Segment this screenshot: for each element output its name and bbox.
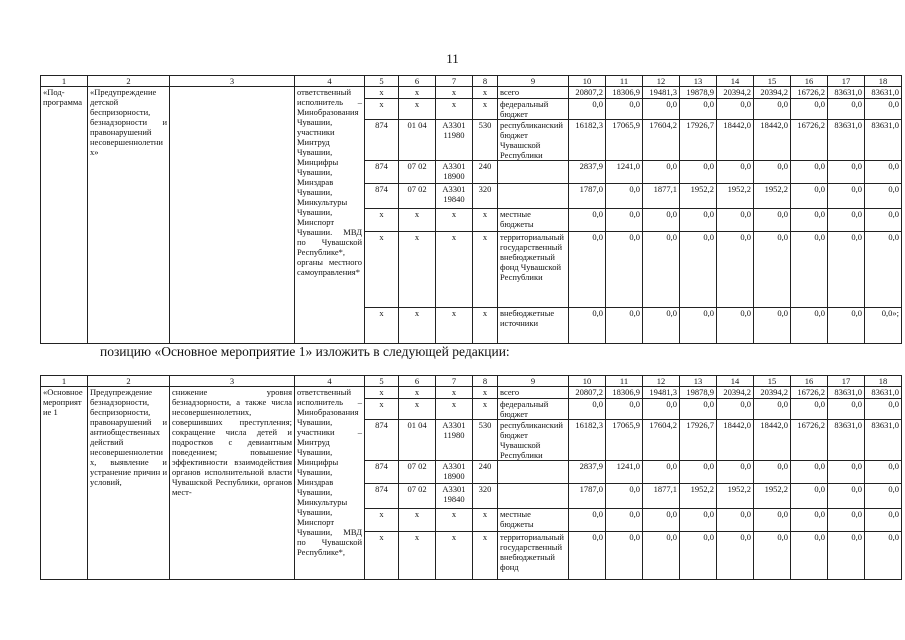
cell-c9: территориальный государственный внебюджетный фонд Чувашской Республики	[498, 232, 569, 308]
amount-cell: 0,0	[717, 308, 754, 344]
amount-cell: 0,0	[791, 509, 828, 532]
cell-c6: 07 02	[399, 161, 436, 184]
column-number: 7	[436, 376, 473, 387]
cell-c6: x	[399, 209, 436, 232]
amount-cell: 18442,0	[717, 120, 754, 161]
amount-cell: 0,0	[791, 399, 828, 420]
column-number: 15	[754, 376, 791, 387]
amount-cell: 0,0	[717, 232, 754, 308]
budget-table-subprogram	[40, 75, 902, 344]
amount-cell: 0,0	[569, 399, 606, 420]
amount-cell: 83631,0	[865, 87, 902, 99]
cell-c8: x	[473, 308, 498, 344]
column-number: 10	[569, 376, 606, 387]
amount-cell: 0,0	[569, 308, 606, 344]
amount-cell: 0,0	[754, 209, 791, 232]
column-number: 7	[436, 76, 473, 87]
cell-c7: x	[436, 232, 473, 308]
amount-cell: 0,0	[828, 484, 865, 509]
amount-cell: 0,0	[569, 99, 606, 120]
amount-cell: 0,0	[754, 532, 791, 580]
cell-c9: местные бюджеты	[498, 509, 569, 532]
cell-c9: территориальный государственный внебюджетный фонд	[498, 532, 569, 580]
amount-cell: 0,0	[828, 399, 865, 420]
cell-c5: x	[365, 232, 399, 308]
column-number: 14	[717, 376, 754, 387]
amount-cell: 0,0	[606, 308, 643, 344]
amount-cell: 1241,0	[606, 461, 643, 484]
amount-cell: 0,0	[828, 99, 865, 120]
column-number: 14	[717, 76, 754, 87]
cell-c5: x	[365, 99, 399, 120]
amount-cell: 0,0	[754, 399, 791, 420]
cell-c8: 530	[473, 420, 498, 461]
cell-c7: А3301 11980	[436, 420, 473, 461]
column-number: 10	[569, 76, 606, 87]
cell-c6: x	[399, 509, 436, 532]
column-number: 18	[865, 76, 902, 87]
table-row	[41, 87, 902, 99]
amount-cell: 0,0	[606, 99, 643, 120]
amount-cell: 0,0	[606, 232, 643, 308]
amount-cell: 0,0	[828, 209, 865, 232]
amount-cell: 83631,0	[865, 387, 902, 399]
column-number: 1	[41, 76, 88, 87]
cell-c7: x	[436, 387, 473, 399]
column-number: 1	[41, 376, 88, 387]
cell-c9	[498, 461, 569, 484]
cell-col1: «Основное мероприятие 1	[41, 387, 88, 580]
amount-cell: 20394,2	[754, 87, 791, 99]
amount-cell: 1952,2	[754, 484, 791, 509]
amount-cell: 1952,2	[680, 484, 717, 509]
amount-cell: 17604,2	[643, 120, 680, 161]
amount-cell: 0,0	[643, 232, 680, 308]
amount-cell: 0,0	[717, 461, 754, 484]
amount-cell: 0,0	[865, 509, 902, 532]
amount-cell: 0,0	[828, 532, 865, 580]
amount-cell: 0,0	[828, 232, 865, 308]
amount-cell: 0,0	[680, 308, 717, 344]
column-number: 6	[399, 76, 436, 87]
column-number: 4	[295, 376, 365, 387]
column-number: 9	[498, 76, 569, 87]
amount-cell: 0,0	[606, 509, 643, 532]
amount-cell: 0,0	[791, 532, 828, 580]
cell-c6: x	[399, 232, 436, 308]
cell-c6: 01 04	[399, 120, 436, 161]
amount-cell: 0,0	[606, 399, 643, 420]
amount-cell: 0,0	[865, 184, 902, 209]
cell-c5: x	[365, 532, 399, 580]
amount-cell: 18306,9	[606, 387, 643, 399]
column-number: 18	[865, 376, 902, 387]
amount-cell: 0,0	[643, 399, 680, 420]
cell-c5: 874	[365, 184, 399, 209]
amount-cell: 0,0	[754, 509, 791, 532]
cell-col2: Предупреждение безнадзорности, беспризорности, правонарушений и антиобщественных действий несовершеннолетних, выявление и устранение причин и условий,	[88, 387, 170, 580]
amount-cell: 0,0	[754, 232, 791, 308]
cell-c7: А3301 18900	[436, 161, 473, 184]
cell-c7: А3301 19840	[436, 184, 473, 209]
cell-c7: x	[436, 87, 473, 99]
cell-c7: x	[436, 209, 473, 232]
page-number: 11	[446, 51, 459, 66]
cell-c5: 874	[365, 420, 399, 461]
amount-cell: 17926,7	[680, 420, 717, 461]
amount-cell: 2837,9	[569, 161, 606, 184]
amount-cell: 0,0	[791, 99, 828, 120]
column-number: 5	[365, 76, 399, 87]
amount-cell: 19481,3	[643, 387, 680, 399]
amount-cell: 18442,0	[754, 120, 791, 161]
amount-cell: 0,0	[865, 399, 902, 420]
column-number: 11	[606, 76, 643, 87]
cell-c5: 874	[365, 461, 399, 484]
amount-cell: 0,0	[569, 509, 606, 532]
amount-cell: 0,0	[717, 209, 754, 232]
amount-cell: 0,0	[865, 161, 902, 184]
cell-c8: x	[473, 232, 498, 308]
cell-c8: x	[473, 209, 498, 232]
amount-cell: 17604,2	[643, 420, 680, 461]
amount-cell: 0,0»;	[865, 308, 902, 344]
cell-c8: 240	[473, 161, 498, 184]
cell-c8: 240	[473, 461, 498, 484]
cell-c8: x	[473, 99, 498, 120]
amount-cell: 1952,2	[680, 184, 717, 209]
amount-cell: 0,0	[865, 461, 902, 484]
column-number: 9	[498, 376, 569, 387]
cell-c9: местные бюджеты	[498, 209, 569, 232]
amount-cell: 0,0	[569, 232, 606, 308]
cell-c5: x	[365, 209, 399, 232]
amount-cell: 0,0	[791, 232, 828, 308]
amount-cell: 0,0	[828, 161, 865, 184]
column-number: 2	[88, 76, 170, 87]
amount-cell: 0,0	[865, 99, 902, 120]
amount-cell: 0,0	[717, 509, 754, 532]
amount-cell: 0,0	[643, 308, 680, 344]
amount-cell: 16726,2	[791, 87, 828, 99]
cell-c8: 320	[473, 484, 498, 509]
cell-c5: x	[365, 509, 399, 532]
amount-cell: 0,0	[643, 461, 680, 484]
amount-cell: 83631,0	[828, 120, 865, 161]
amount-cell: 0,0	[643, 532, 680, 580]
cell-c7: А3301 11980	[436, 120, 473, 161]
amount-cell: 0,0	[828, 509, 865, 532]
cell-c7: x	[436, 399, 473, 420]
column-number: 6	[399, 376, 436, 387]
amount-cell: 19481,3	[643, 87, 680, 99]
amendment-instruction: позицию «Основное мероприятие 1» изложить в следующей редакции:	[100, 344, 510, 359]
amount-cell: 0,0	[865, 484, 902, 509]
cell-c9: всего	[498, 87, 569, 99]
cell-c8: x	[473, 87, 498, 99]
amount-cell: 0,0	[680, 509, 717, 532]
amount-cell: 0,0	[606, 532, 643, 580]
cell-c5: 874	[365, 484, 399, 509]
amount-cell: 0,0	[606, 184, 643, 209]
column-number-row	[41, 376, 902, 387]
amount-cell: 19878,9	[680, 387, 717, 399]
cell-col3	[170, 87, 295, 344]
amount-cell: 20807,2	[569, 387, 606, 399]
cell-c9: федеральный бюджет	[498, 99, 569, 120]
cell-c9	[498, 484, 569, 509]
amount-cell: 17065,9	[606, 120, 643, 161]
amount-cell: 0,0	[606, 209, 643, 232]
amount-cell: 0,0	[680, 209, 717, 232]
amount-cell: 1952,2	[754, 184, 791, 209]
column-number: 8	[473, 376, 498, 387]
cell-c8: x	[473, 387, 498, 399]
amount-cell: 16182,3	[569, 420, 606, 461]
amount-cell: 0,0	[791, 461, 828, 484]
amount-cell: 0,0	[643, 509, 680, 532]
amount-cell: 0,0	[717, 399, 754, 420]
cell-c7: x	[436, 99, 473, 120]
cell-c7: А3301 18900	[436, 461, 473, 484]
amount-cell: 20394,2	[754, 387, 791, 399]
amount-cell: 16726,2	[791, 420, 828, 461]
cell-c8: x	[473, 532, 498, 580]
column-number: 12	[643, 76, 680, 87]
amount-cell: 18442,0	[717, 420, 754, 461]
cell-c5: 874	[365, 120, 399, 161]
amount-cell: 18306,9	[606, 87, 643, 99]
cell-c6: x	[399, 308, 436, 344]
cell-c7: x	[436, 509, 473, 532]
amount-cell: 83631,0	[828, 87, 865, 99]
column-number: 11	[606, 376, 643, 387]
amount-cell: 0,0	[754, 161, 791, 184]
amount-cell: 0,0	[717, 161, 754, 184]
cell-c9: республиканский бюджет Чувашской Республики	[498, 120, 569, 161]
cell-c6: x	[399, 387, 436, 399]
cell-c7: А3301 19840	[436, 484, 473, 509]
amount-cell: 0,0	[865, 232, 902, 308]
cell-c6: x	[399, 399, 436, 420]
cell-c8: x	[473, 399, 498, 420]
amount-cell: 1787,0	[569, 484, 606, 509]
column-number: 16	[791, 376, 828, 387]
amount-cell: 83631,0	[828, 420, 865, 461]
amount-cell: 0,0	[791, 484, 828, 509]
cell-c8: 530	[473, 120, 498, 161]
cell-col4: ответственный исполнитель – Минобразования Чувашии, участники – Минтруд Чувашии, Минцифры Чувашии, Минздрав Чувашии, Минкультуры Чувашии, Минспорт Чувашии, МВД по Чувашской Республике*,	[295, 387, 365, 580]
amount-cell: 0,0	[680, 99, 717, 120]
amount-cell: 83631,0	[865, 120, 902, 161]
cell-c6: 01 04	[399, 420, 436, 461]
column-number: 3	[170, 76, 295, 87]
amount-cell: 1877,1	[643, 184, 680, 209]
amount-cell: 1952,2	[717, 484, 754, 509]
amount-cell: 1952,2	[717, 184, 754, 209]
column-number: 13	[680, 376, 717, 387]
amount-cell: 20394,2	[717, 387, 754, 399]
amount-cell: 0,0	[569, 532, 606, 580]
amount-cell: 0,0	[828, 308, 865, 344]
amount-cell: 0,0	[791, 209, 828, 232]
cell-col4: ответственный исполнитель – Минобразования Чувашии, участники Минтруд Чувашии, Минцифры Чувашии, Минздрав Чувашии, Минкультуры Чувашии, Минспорт Чувашии. МВД по Чувашской Республике*, органы местного самоуправления*	[295, 87, 365, 344]
cell-c9: всего	[498, 387, 569, 399]
amount-cell: 0,0	[680, 532, 717, 580]
column-number: 13	[680, 76, 717, 87]
cell-c5: x	[365, 387, 399, 399]
column-number: 8	[473, 76, 498, 87]
cell-c9: внебюджетные источники	[498, 308, 569, 344]
cell-c8: 320	[473, 184, 498, 209]
cell-c5: x	[365, 308, 399, 344]
amount-cell: 1877,1	[643, 484, 680, 509]
cell-c7: x	[436, 308, 473, 344]
cell-c7: x	[436, 532, 473, 580]
amount-cell: 83631,0	[828, 387, 865, 399]
amount-cell: 16726,2	[791, 387, 828, 399]
amount-cell: 0,0	[791, 184, 828, 209]
amount-cell: 0,0	[791, 308, 828, 344]
cell-c6: 07 02	[399, 484, 436, 509]
cell-c5: x	[365, 87, 399, 99]
amount-cell: 18442,0	[754, 420, 791, 461]
amount-cell: 2837,9	[569, 461, 606, 484]
budget-table-main-activity	[40, 375, 902, 580]
amount-cell: 0,0	[754, 308, 791, 344]
cell-c8: x	[473, 509, 498, 532]
amount-cell: 0,0	[865, 532, 902, 580]
column-number: 16	[791, 76, 828, 87]
cell-c6: 07 02	[399, 461, 436, 484]
cell-c9	[498, 184, 569, 209]
amount-cell: 0,0	[754, 99, 791, 120]
amount-cell: 0,0	[680, 399, 717, 420]
cell-col1: «Под-программа	[41, 87, 88, 344]
amount-cell: 0,0	[680, 161, 717, 184]
amount-cell: 0,0	[569, 209, 606, 232]
amount-cell: 83631,0	[865, 420, 902, 461]
amount-cell: 1787,0	[569, 184, 606, 209]
amount-cell: 0,0	[865, 209, 902, 232]
amount-cell: 0,0	[680, 461, 717, 484]
cell-c6: x	[399, 99, 436, 120]
cell-col3: снижение уровня безнадзорности, а также числа несовершеннолетних, совершивших преступления; сокращение числа детей и подростков с девиантным поведением; повышение эффективности взаимодействия органов исполнительной власти Чувашской Республики, органов мест-	[170, 387, 295, 580]
column-number: 15	[754, 76, 791, 87]
column-number-row	[41, 76, 902, 87]
column-number: 4	[295, 76, 365, 87]
amount-cell: 0,0	[717, 99, 754, 120]
column-number: 2	[88, 376, 170, 387]
cell-col2: «Предупреждение детской беспризорности, безнадзорности и правонарушений несовершеннолетних»	[88, 87, 170, 344]
amount-cell: 0,0	[643, 99, 680, 120]
cell-c5: x	[365, 399, 399, 420]
amount-cell: 16182,3	[569, 120, 606, 161]
cell-c6: x	[399, 87, 436, 99]
amount-cell: 0,0	[754, 461, 791, 484]
cell-c6: 07 02	[399, 184, 436, 209]
column-number: 3	[170, 376, 295, 387]
amount-cell: 20394,2	[717, 87, 754, 99]
amount-cell: 0,0	[828, 184, 865, 209]
amount-cell: 0,0	[643, 161, 680, 184]
cell-c9	[498, 161, 569, 184]
column-number: 12	[643, 376, 680, 387]
cell-c6: x	[399, 532, 436, 580]
amount-cell: 1241,0	[606, 161, 643, 184]
cell-c5: 874	[365, 161, 399, 184]
amount-cell: 0,0	[680, 232, 717, 308]
amount-cell: 19878,9	[680, 87, 717, 99]
column-number: 17	[828, 376, 865, 387]
amount-cell: 0,0	[717, 532, 754, 580]
amount-cell: 0,0	[828, 461, 865, 484]
column-number: 5	[365, 376, 399, 387]
amount-cell: 0,0	[643, 209, 680, 232]
amount-cell: 17926,7	[680, 120, 717, 161]
cell-c9: федеральный бюджет	[498, 399, 569, 420]
table-row	[41, 387, 902, 399]
amount-cell: 20807,2	[569, 87, 606, 99]
amount-cell: 17065,9	[606, 420, 643, 461]
cell-c9: республиканский бюджет Чувашской Республики	[498, 420, 569, 461]
amount-cell: 16726,2	[791, 120, 828, 161]
amount-cell: 0,0	[606, 484, 643, 509]
column-number: 17	[828, 76, 865, 87]
amount-cell: 0,0	[791, 161, 828, 184]
